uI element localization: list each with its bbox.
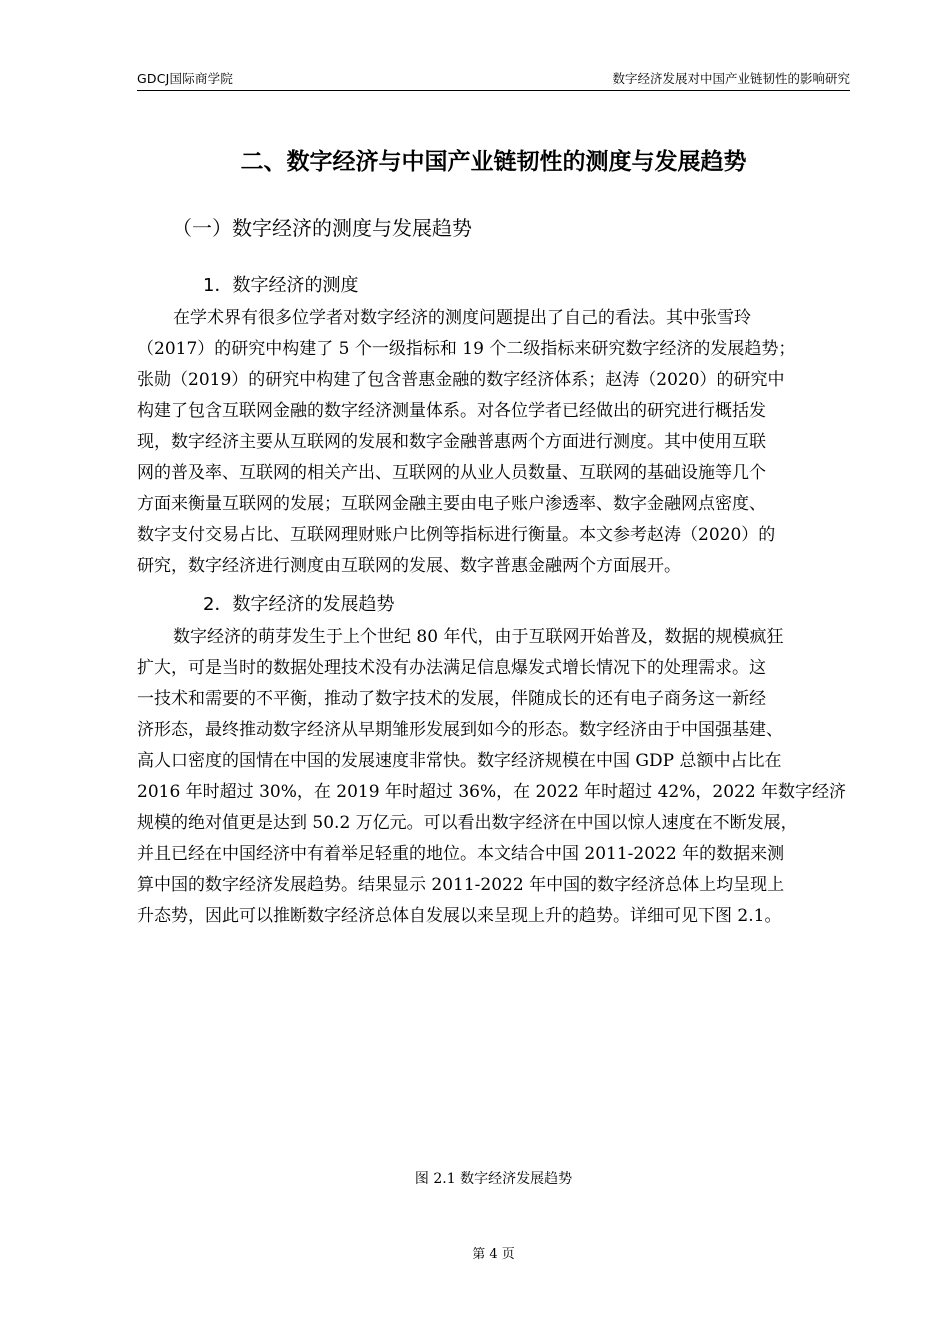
section-title: （一）数字经济的测度与发展趋势: [172, 216, 472, 240]
paragraph-line: 网的普及率、互联网的相关产出、互联网的从业人员数量、互联网的基础设施等几个: [137, 463, 766, 483]
header-institution: GDCJ国际商学院: [137, 71, 234, 86]
paragraph-line: 济形态，最终推动数字经济从早期雏形发展到如今的形态。数字经济由于中国强基建、: [137, 720, 783, 740]
paragraph-line: 高人口密度的国情在中国的发展速度非常快。数字经济规模在中国 GDP 总额中占比在: [137, 751, 782, 771]
paragraph-line: 研究，数字经济进行测度由互联网的发展、数字普惠金融两个方面展开。: [137, 556, 681, 576]
paragraph-line: 一技术和需要的不平衡，推动了数字技术的发展，伴随成长的还有电子商务这一新经: [137, 689, 766, 709]
paragraph-line: （2017）的研究中构建了 5 个一级指标和 19 个二级指标来研究数字经济的发展趋势；: [137, 339, 796, 359]
paragraph-line: 张勋（2019）的研究中构建了包含普惠金融的数字经济体系；赵涛（2020）的研究中: [137, 370, 785, 390]
paragraph-line: 方面来衡量互联网的发展；互联网金融主要由电子账户渗透率、数字金融网点密度、: [137, 494, 766, 514]
paragraph-trend: [137, 622, 850, 932]
chapter-title: 二、数字经济与中国产业链韧性的测度与发展趋势: [240, 149, 747, 175]
paragraph-line: 在学术界有很多位学者对数字经济的测度问题提出了自己的看法。其中张雪玲: [173, 308, 751, 328]
subsection-title-trend: 2．数字经济的发展趋势: [203, 594, 395, 615]
paragraph-line: 规模的绝对值更是达到 50.2 万亿元。可以看出数字经济在中国以惊人速度在不断发展，: [137, 813, 798, 833]
paragraph-line: 现，数字经济主要从互联网的发展和数字金融普惠两个方面进行测度。其中使用互联: [137, 432, 766, 452]
paragraph-line: 数字支付交易占比、互联网理财账户比例等指标进行衡量。本文参考赵涛（2020）的: [137, 525, 776, 545]
paragraph-line: 算中国的数字经济发展趋势。结果显示 2011-2022 年中国的数字经济总体上均呈现上: [137, 875, 785, 895]
subsection-title-measurement: 1．数字经济的测度: [203, 275, 359, 296]
page-header: [137, 64, 850, 91]
paragraph-line: 数字经济的萌芽发生于上个世纪 80 年代，由于互联网开始普及，数据的规模疯狂: [173, 627, 784, 647]
header-paper-title: 数字经济发展对中国产业链韧性的影响研究: [612, 71, 850, 86]
paragraph-line: 并且已经在中国经济中有着举足轻重的地位。本文结合中国 2011-2022 年的数据来测: [137, 844, 785, 864]
paragraph-line: 2016 年时超过 30%，在 2019 年时超过 36%，在 2022 年时超过 42%，2022 年数字经济: [137, 782, 847, 802]
paragraph-line: 扩大，可是当时的数据处理技术没有办法满足信息爆发式增长情况下的处理需求。这: [137, 658, 766, 678]
paragraph-line: 构建了包含互联网金融的数字经济测量体系。对各位学者已经做出的研究进行概括发: [137, 401, 766, 421]
figure-caption: 图 2.1 数字经济发展趋势: [414, 1171, 573, 1187]
paragraph-measurement: [137, 303, 850, 582]
page-number: 第 4 页: [472, 1247, 515, 1262]
paragraph-line: 升态势，因此可以推断数字经济总体自发展以来呈现上升的趋势。详细可见下图 2.1。: [137, 906, 782, 926]
